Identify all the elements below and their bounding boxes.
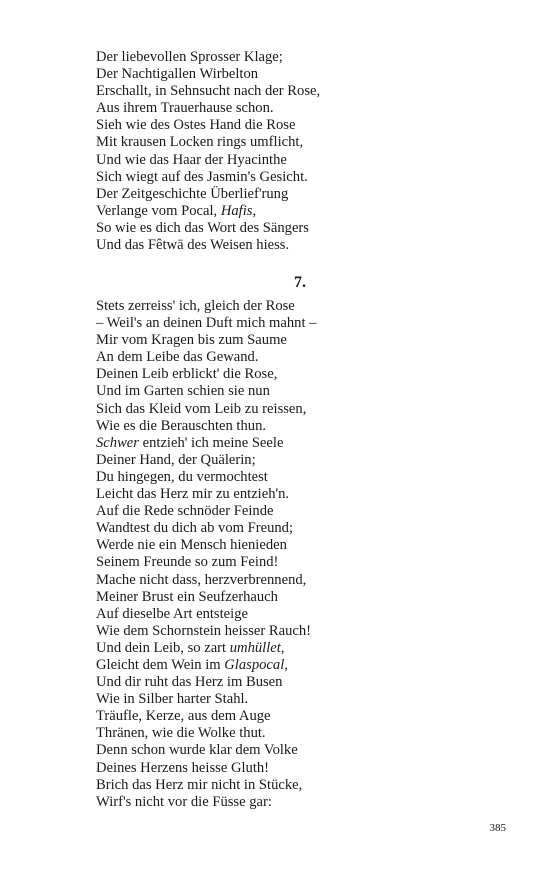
poem-line (96, 640, 456, 657)
poem-section-number: 7. (294, 274, 306, 291)
text-segment: Brich das Herz mir nicht in Stücke, (96, 776, 303, 793)
text-segment: Seinem Freunde so zum Feind! (96, 554, 279, 571)
poem-line (96, 220, 456, 237)
poem-line (96, 315, 456, 332)
poem-line (96, 503, 456, 520)
poem-line (96, 520, 456, 537)
poem-line (96, 537, 456, 554)
poem-line (96, 418, 456, 435)
poem-line (96, 152, 456, 169)
text-segment: Deiner Hand, der Quälerin; (96, 451, 256, 468)
text-segment: Aus ihrem Trauerhause schon. (96, 100, 274, 117)
text-segment: , (280, 639, 285, 656)
poem-line (96, 66, 456, 83)
poem-line (96, 332, 456, 349)
poem-line (96, 452, 456, 469)
text-segment: Verlange vom Pocal, (96, 202, 221, 219)
text-segment: Sich das Kleid vom Leib zu reissen, (96, 400, 307, 417)
text-segment: Sich wiegt auf des Jasmin's Gesicht. (96, 168, 308, 185)
poem-line (96, 49, 456, 66)
poem-line (96, 83, 456, 100)
poem-line (96, 794, 456, 811)
text-segment: Auf die Rede schnöder Feinde (96, 503, 274, 520)
italic-text: umhüllet (229, 639, 281, 656)
poem-line (96, 100, 456, 117)
page-number: 385 (489, 822, 506, 834)
text-segment: Deines Herzens heisse Gluth! (96, 759, 270, 776)
poem-line (96, 186, 456, 203)
poem-line (96, 237, 456, 254)
poem-line (96, 606, 456, 623)
text-segment: Wandtest du dich ab vom Freund; (96, 520, 294, 537)
italic-text: Hafis (220, 202, 253, 219)
text-segment: Du hingegen, du vermochtest (96, 468, 268, 485)
poem-line (96, 298, 456, 315)
text-segment: Der Zeitgeschichte Überlief'rung (96, 185, 289, 202)
text-segment: Wie es die Berauschten thun. (96, 417, 267, 434)
text-segment: Und dein Leib, so zart (96, 639, 230, 656)
poem-line (96, 469, 456, 486)
text-segment: Wie dem Schornstein heisser Rauch! (96, 622, 312, 639)
text-segment: , (252, 202, 257, 219)
text-segment: Wie in Silber harter Stahl. (96, 691, 249, 708)
poem-line (96, 554, 456, 571)
text-segment: Auf dieselbe Art entsteige (96, 605, 248, 622)
text-segment: Der Nachtigallen Wirbelton (96, 66, 259, 83)
poem-line (96, 623, 456, 640)
poem-line (96, 674, 456, 691)
text-segment: entzieh' ich meine Seele (138, 434, 284, 451)
text-segment: Denn schon wurde klar dem Volke (96, 742, 298, 759)
poem-line (96, 572, 456, 589)
text-segment: Werde nie ein Mensch hienieden (96, 537, 287, 554)
poem-line (96, 691, 456, 708)
poem-line (96, 117, 456, 134)
text-segment: Mit krausen Locken rings umflicht, (96, 134, 304, 151)
text-segment: Wirf's nicht vor die Füsse gar: (96, 793, 272, 810)
text-segment: Deinen Leib erblickt' die Rose, (96, 366, 278, 383)
poem-line (96, 401, 456, 418)
text-segment: So wie es dich das Wort des Sängers (96, 219, 309, 236)
poem-line (96, 134, 456, 151)
text-segment: Mir vom Kragen bis zum Saume (96, 332, 287, 349)
italic-text: Schwer (96, 434, 139, 451)
poem-line (96, 169, 456, 186)
text-segment: Gleicht dem Wein im (96, 656, 225, 673)
text-segment: Und wie das Haar der Hyacinthe (96, 151, 287, 168)
text-segment: Meiner Brust ein Seufzerhauch (96, 588, 278, 605)
text-segment: Erschallt, in Sehnsucht nach der Rose, (96, 83, 321, 100)
poem-stanza-7 (96, 298, 456, 811)
poem-line (96, 760, 456, 777)
poem-stanza-previous (96, 49, 456, 254)
text-segment: Und dir ruht das Herz im Busen (96, 674, 283, 691)
poem-line (96, 777, 456, 794)
text-segment: – Weil's an deinen Duft mich mahnt – (96, 315, 317, 332)
text-segment: Mache nicht dass, herzverbrennend, (96, 571, 307, 588)
poem-line (96, 383, 456, 400)
poem-line (96, 742, 456, 759)
text-segment: An dem Leibe das Gewand. (96, 349, 259, 366)
poem-line (96, 708, 456, 725)
poem-line (96, 657, 456, 674)
poem-line (96, 435, 456, 452)
text-segment: Und im Garten schien sie nun (96, 383, 270, 400)
poem-line (96, 589, 456, 606)
text-segment: Leicht das Herz mir zu entzieh'n. (96, 486, 290, 503)
poem-line (96, 349, 456, 366)
poem-line (96, 366, 456, 383)
text-segment: , (284, 656, 288, 673)
text-segment: Der liebevollen Sprosser Klage; (96, 49, 283, 65)
italic-text: Glaspocal (224, 656, 285, 673)
text-segment: Und das Fêtwā des Weisen hiess. (96, 237, 290, 254)
text-segment: Träufle, Kerze, aus dem Auge (96, 708, 271, 725)
text-segment: Stets zerreiss' ich, gleich der Rose (96, 298, 295, 314)
text-segment: Thränen, wie die Wolke thut. (96, 725, 266, 742)
poem-line (96, 203, 456, 220)
poem-line (96, 486, 456, 503)
poem-line (96, 725, 456, 742)
text-segment: Sieh wie des Ostes Hand die Rose (96, 117, 296, 134)
